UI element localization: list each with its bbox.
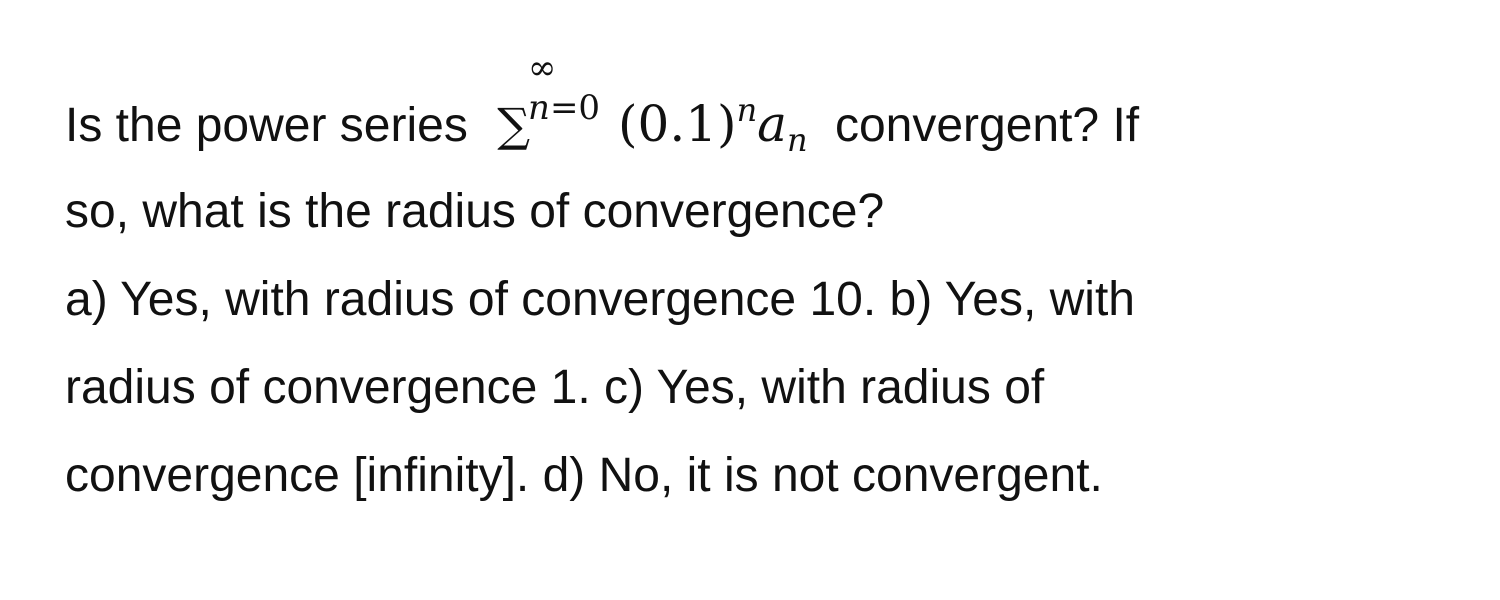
sigma-symbol: ∑ xyxy=(497,98,531,152)
question-line-2: so, what is the radius of convergence? xyxy=(65,185,885,238)
series-exponent: n xyxy=(736,91,758,129)
options-line-3: convergence [infinity]. d) No, it is not convergent. xyxy=(65,449,1103,502)
question-prefix: Is the power series xyxy=(65,99,468,152)
sigma-limits xyxy=(528,48,618,141)
question-document xyxy=(65,48,1445,520)
series-term-subscript: n xyxy=(786,121,808,159)
question-suffix: convergent? If xyxy=(834,99,1140,152)
lower-limit xyxy=(528,88,601,128)
series-base: (0.1) xyxy=(618,95,737,153)
series-term: a xyxy=(757,95,787,153)
options-line-1: a) Yes, with radius of convergence 10. b) Yes, with xyxy=(65,273,1135,326)
lower-limit-variable: n xyxy=(528,88,550,128)
power-series-formula xyxy=(497,48,808,169)
upper-limit: ∞ xyxy=(528,48,557,88)
question-line-1 xyxy=(65,48,1445,168)
options-line-2: radius of convergence 1. c) Yes, with radius of xyxy=(65,361,1045,414)
lower-limit-value: =0 xyxy=(549,88,601,128)
